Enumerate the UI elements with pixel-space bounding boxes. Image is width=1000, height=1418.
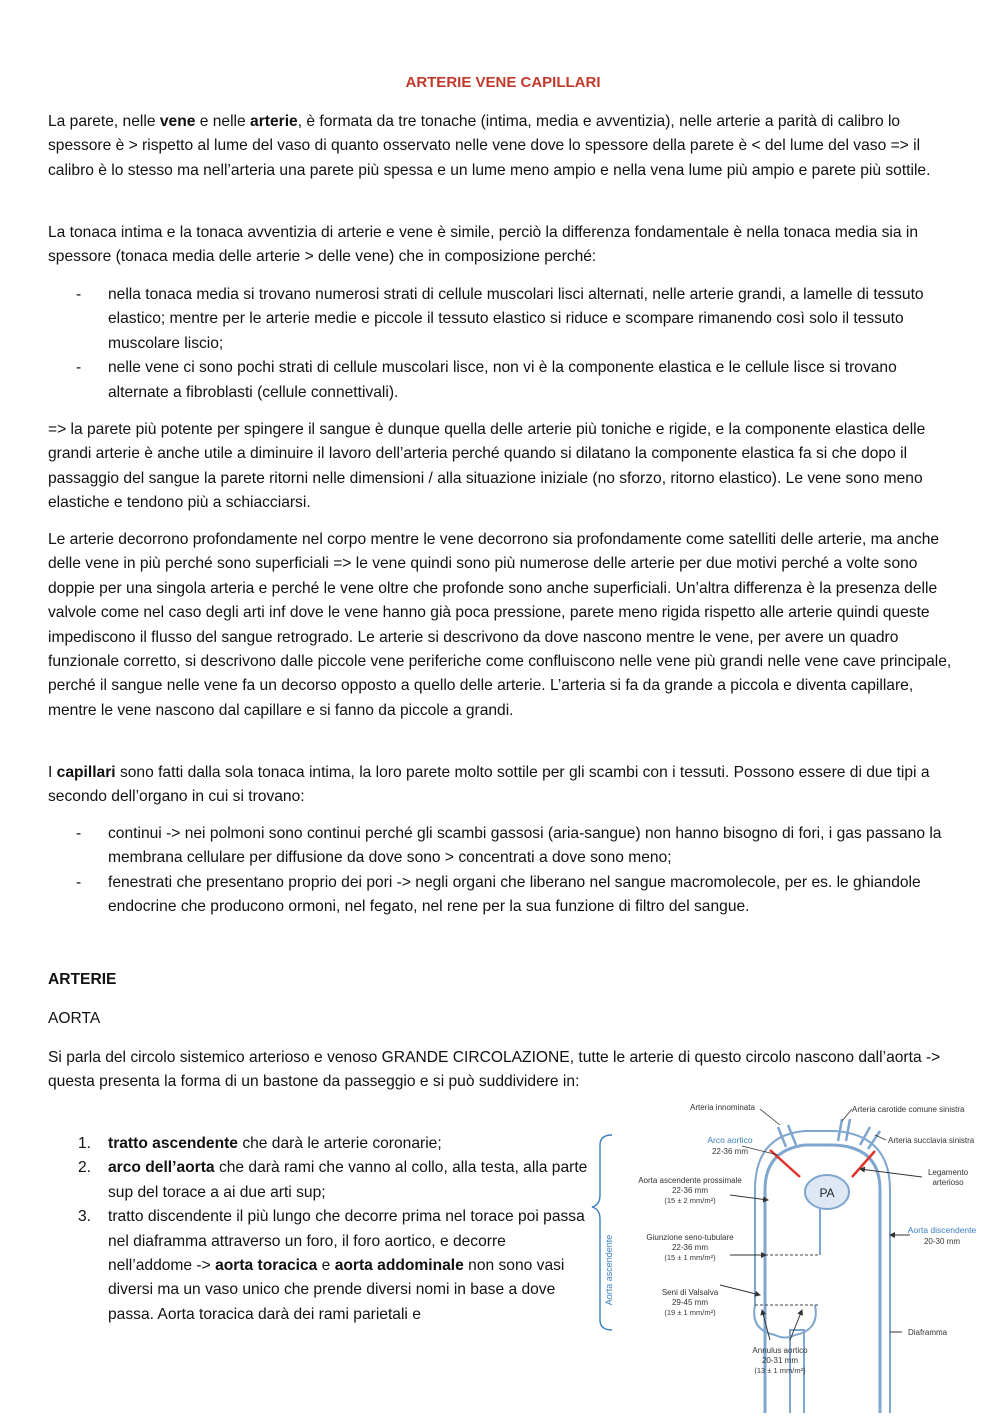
bold-term: arco dell’aorta [108,1159,215,1177]
label-seni-idx: (19 ± 1 mm/m²) [664,1308,716,1317]
label-arco-aortico: Arco aortico [707,1135,753,1145]
list-number: 2. [78,1159,92,1177]
list-item [48,871,953,920]
aorta-diagram [590,1095,990,1413]
label-arteria-innominata: Arteria innominata [690,1103,755,1112]
label-disc-mm: 20-30 mm [923,1237,961,1246]
label-pa: PA [819,1186,835,1200]
bullet-dash: - [76,359,82,377]
bold-vene: vene [159,113,196,130]
paragraph-parete: => la parete più potente per spingere il sangue è dunque quella delle arterie più toniche e rigide, e la componente elastica delle grandi arterie è anche utile a diminuire il lavoro dell’arteria perché quando si dilatano la componente elastica fa si che dopo il passaggio del sangue la parete ritorni nelle dimensioni / alla situazione iniziale (no sforzo, ritorno elastico). Le vene sono meno elastiche e tendono più a schiacciarsi. [48,421,926,512]
pointer-innominata [760,1109,780,1125]
label-aorta-ascendente: Aorta ascendente [604,1234,614,1306]
paragraph-tonaca: La tonaca intima e la tonaca avventizia di arterie e vene è simile, perciò la differenza fondamentale è nella tonaca media sia in spessore (tonaca media delle arterie > delle vene) che in composizione perché: [48,224,919,266]
list-item [48,822,953,871]
bold-capillari: capillari [56,764,116,781]
branch-innominata [778,1125,796,1147]
pointer-aorta-asc [730,1195,768,1200]
label-giunzione: Giunzione seno-tubulare [646,1233,734,1242]
label-arterioso: arterioso [932,1178,964,1187]
label-giunzione-mm: 22-36 mm [671,1243,709,1252]
subheading-aorta: AORTA [48,1010,101,1027]
paragraph-capillari [48,761,953,810]
label-succlavia: Arteria succlavia sinistra [888,1136,975,1145]
list-item [48,283,953,356]
list-item-text: fenestrati che presentano proprio dei pori -> negli organi che liberano nel sangue macromolecole, per es. le ghiandole endocrine che producono ormoni, nel fegato, nel rene per la sua funzione di filtro del sangue. [108,873,921,916]
paragraph-walls [48,110,953,183]
label-aorta-asc-idx: (15 ± 2 mm/m²) [664,1196,716,1205]
list-number: 3. [78,1208,92,1226]
label-aorta-asc-mm: 22-36 mm [671,1186,709,1195]
bullet-dash: - [76,286,82,303]
text-run: sono fatti dalla sola tonaca intima, la loro parete molto sottile per gli scambi con i tessuti. Possono essere di due tipi a secondo dell’organo in cui si trovano: [48,764,930,806]
list-item [48,1132,588,1156]
label-arco-mm: 22-36 mm [711,1147,749,1156]
section-heading-arterie: ARTERIE [48,971,117,988]
text-run: , è formata da tre tonache (intima, media e avventizia), nelle arterie a parità di calibro lo spessore è > rispetto al lume del vaso di quanto osservato nelle vene dove lo spessore della parete è < del lume del vaso => il calibro è lo stesso ma nell’arteria una parete più spessa e un lume meno ampio e nella vena lume più ampio e parete più sottile. [48,113,931,179]
list-item [48,356,953,405]
list-capillari [48,822,953,920]
paragraph-decorso: Le arterie decorrono profondamente nel corpo mentre le vene decorrono sia profondamente come satelliti delle arterie, ma anche delle vene in più perché sono superficiali => le vene quindi sono più numerose delle arterie per due motivi perché a volte sono doppie per una singola arteria e perché le vene oltre che profonde sono anche superficiali. Un’altra differenza è la presenza delle valvole come nel caso degli arti inf dove le vene hanno già poca pressione, parete meno rigida rispetto alle arterie quindi queste impediscono il flusso del sangue retrogrado. Le arterie si descrivono da dove nascono mentre le vene, per avere un quadro funzionale corretto, si descrivono dalle piccole vene periferiche come confluiscono nelle vene più grandi nelle vene cave principale, perché il sangue nelle vene fa un decorso opposto a quello delle arterie. L’arteria si fa da grande a piccola e diventa capillare, mentre le vene nascono dal capillare e si fanno da piccole a grandi. [48,531,952,719]
label-annulus-idx: (13 ± 1 mm/m²) [754,1366,806,1375]
list-aorta-tratti [48,1132,588,1327]
list-item-text: non sono vasi diversi ma un vaso unico che prende diversi nomi in base a dove passa. Aorta toracica darà dei rami parietali e [108,1257,565,1323]
label-seni: Seni di Valsalva [661,1288,719,1297]
list-item-text: nella tonaca media si trovano numerosi strati di cellule muscolari lisci alternati, nelle arterie grandi, a lamelle di tessuto elastico; mentre per le arterie medie e piccole il tessuto elastico si riduce e scompare rimanendo così solo il tessuto muscolare liscio; [108,286,924,352]
paragraph-aorta [48,1046,953,1095]
branch-succlavia [860,1127,880,1149]
text-run: e nelle [195,113,251,130]
label-aorta-asc-prox: Aorta ascendente prossimale [638,1176,742,1185]
list-item-text: e [317,1257,335,1275]
bold-arterie: arterie [250,113,298,130]
aorta-diagram-svg [590,1095,990,1413]
list-item-text: che darà rami che vanno al collo, alla testa, alla parte sup del torace a ai due arti sup; [108,1159,588,1201]
branch-carotide [838,1119,850,1141]
label-seni-mm: 29-45 mm [671,1298,709,1307]
list-item [48,1205,588,1327]
label-annulus-mm: 20-31 mm [761,1356,799,1365]
label-carotide: Arteria carotide comune sinistra [852,1105,965,1114]
label-aorta-discendente: Aorta discendente [907,1225,977,1235]
list-item-text: nelle vene ci sono pochi strati di cellule muscolari lisce, non vi è la componente elastica e le cellule lisce si trovano alternate a fibroblasti (cellule connettivali). [108,359,897,401]
label-diaframma: Diaframma [908,1328,948,1337]
label-annulus: Annulus aortico [752,1346,808,1355]
text-run: I [48,764,57,781]
bullet-dash: - [76,873,82,891]
bullet-dash: - [76,825,82,842]
label-legamento: Legamento [927,1168,969,1177]
bold-term: aorta addominale [334,1257,464,1275]
list-item-text: tratto discendente il più lungo che decorre prima nel torace poi passa nel diaframma attraverso un foro, il foro aortico, e decorre nell’addome -> [108,1208,585,1275]
list-item [48,1156,588,1205]
text-run: Si parla del circolo sistemico arterioso e venoso GRANDE CIRCOLAZIONE, tutte le arterie di questo circolo nascono dall’aorta -> questa presenta la forma di un bastone da passeggio e si può suddividere in: [48,1049,941,1091]
list-item-text: che darà le arterie coronarie; [237,1135,442,1152]
bold-term: aorta toracica [215,1257,318,1275]
pointer-legamento [860,1169,922,1177]
list-item-text: continui -> nei polmoni sono continui perché gli scambi gassosi (aria-sangue) non hanno bisogno di fori, i gas passano la membrana cellulare per diffusione da dove sono > concentrati a dove sono meno; [108,825,942,867]
label-giunzione-idx: (15 ± 1 mm/m²) [664,1253,716,1262]
aortic-root [754,1305,816,1338]
bold-term: tratto ascendente [108,1135,238,1152]
list-number: 1. [78,1135,92,1152]
list-tonaca-media [48,283,953,405]
text-run: La parete, nelle [48,113,160,130]
page-title: ARTERIE VENE CAPILLARI [405,74,601,91]
